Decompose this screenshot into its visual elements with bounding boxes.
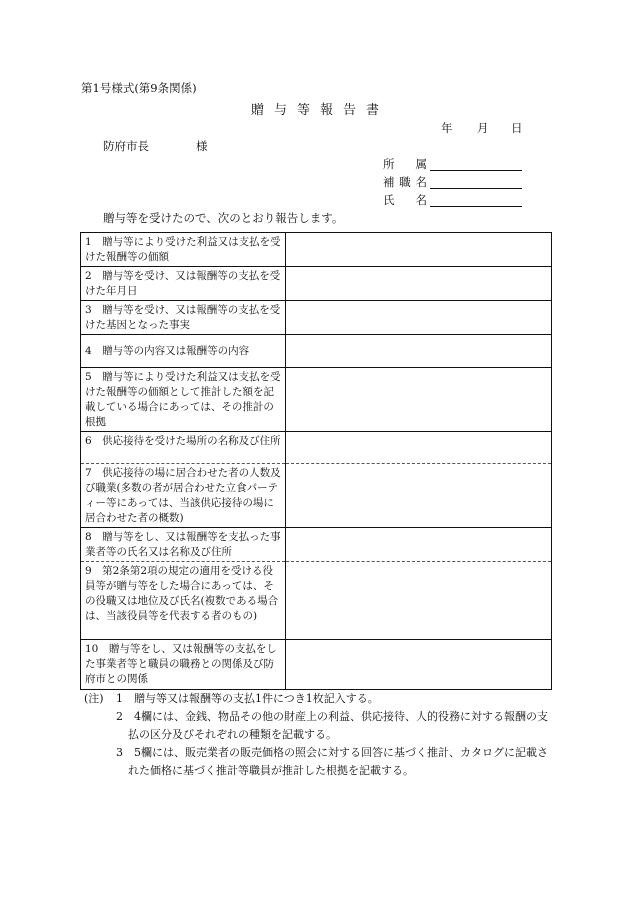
- table-row: [81, 640, 552, 690]
- answer-cell[interactable]: [285, 640, 551, 690]
- reporter-name-label: 氏 名: [383, 193, 427, 207]
- item-label: 2 贈与等を受け、又は報酬等の支払を受けた年月日: [81, 267, 286, 301]
- table-row: [81, 301, 552, 335]
- table-row: [81, 233, 552, 267]
- table-row: [81, 335, 552, 368]
- reporter-affiliation-field[interactable]: [430, 170, 522, 171]
- reporter-affiliation-label: 所 属: [383, 157, 427, 171]
- reporter-name-field[interactable]: [430, 206, 522, 207]
- report-table: [80, 232, 552, 690]
- answer-cell[interactable]: [285, 368, 551, 432]
- note-item: 2 4欄には、金銭、物品その他の財産上の利益、供応接待、人的役務に対する報酬の支払の区分及びそれぞれの種類を記載する。: [116, 710, 548, 741]
- note-item: 1 贈与等又は報酬等の支払1件につき1枚記入する。: [116, 692, 379, 705]
- form-number-label: 第1号様式(第9条関係): [81, 81, 197, 95]
- answer-cell[interactable]: [285, 464, 551, 528]
- item-label: 1 贈与等により受けた利益又は支払を受けた報酬等の価額: [81, 233, 286, 267]
- table-row: [81, 528, 552, 562]
- answer-cell[interactable]: [285, 301, 551, 335]
- answer-cell[interactable]: [285, 233, 551, 267]
- answer-cell[interactable]: [285, 335, 551, 368]
- intro-text: 贈与等を受けたので、次のとおり報告します。: [103, 211, 344, 225]
- answer-cell[interactable]: [285, 267, 551, 301]
- item-label: 7 供応接待の場に居合わせた者の人数及び職業(多数の者が居合わせた立食パーティー等にあっては、当該供応接待の場に居合わせた者の概数): [81, 464, 286, 528]
- table-row: [81, 464, 552, 528]
- note-item: 3 5欄には、販売業者の販売価格の照会に対する回答に基づく推計、カタログに記載された価格に基づく推計等職員が推計した根拠を記載する。: [116, 746, 548, 777]
- addressee: 防府市長: [103, 139, 149, 153]
- reporter-position-field[interactable]: [430, 188, 522, 189]
- notes-prefix: (注): [84, 692, 104, 705]
- date-month-label: 月: [477, 121, 489, 135]
- answer-cell[interactable]: [285, 432, 551, 464]
- table-row: [81, 432, 552, 464]
- item-label: 9 第2条第2項の規定の適用を受ける役員等が贈与等をした場合にあっては、その役職又は地位及び氏名(複数である場合は、当該役員等を代表する者のもの): [81, 562, 286, 640]
- answer-cell[interactable]: [285, 528, 551, 562]
- reporter-position-label: 補職名: [383, 175, 427, 189]
- item-label: 8 贈与等をし、又は報酬等を支払った事業者等の氏名又は名称及び住所: [81, 528, 286, 562]
- item-label: 6 供応接待を受けた場所の名称及び住所: [81, 432, 286, 464]
- notes-section: [84, 690, 554, 780]
- item-label: 3 贈与等を受け、又は報酬等の支払を受けた基因となった事実: [81, 301, 286, 335]
- date-day-label: 日: [511, 121, 523, 135]
- table-row: [81, 368, 552, 432]
- answer-cell[interactable]: [285, 562, 551, 640]
- date-year-label: 年: [441, 121, 453, 135]
- addressee-honorific: 様: [196, 139, 208, 153]
- table-row: [81, 562, 552, 640]
- item-label: 5 贈与等により受けた利益又は支払を受けた報酬等の価額として推計した額を記載している場合にあっては、その推計の根拠: [81, 368, 286, 432]
- item-label: 4 贈与等の内容又は報酬等の内容: [81, 335, 286, 368]
- document-title: 贈与等報告書: [250, 103, 389, 118]
- table-row: [81, 267, 552, 301]
- item-label: 10 贈与等をし、又は報酬等の支払をした事業者等と職員の職務との関係及び防府市との関係: [81, 640, 286, 690]
